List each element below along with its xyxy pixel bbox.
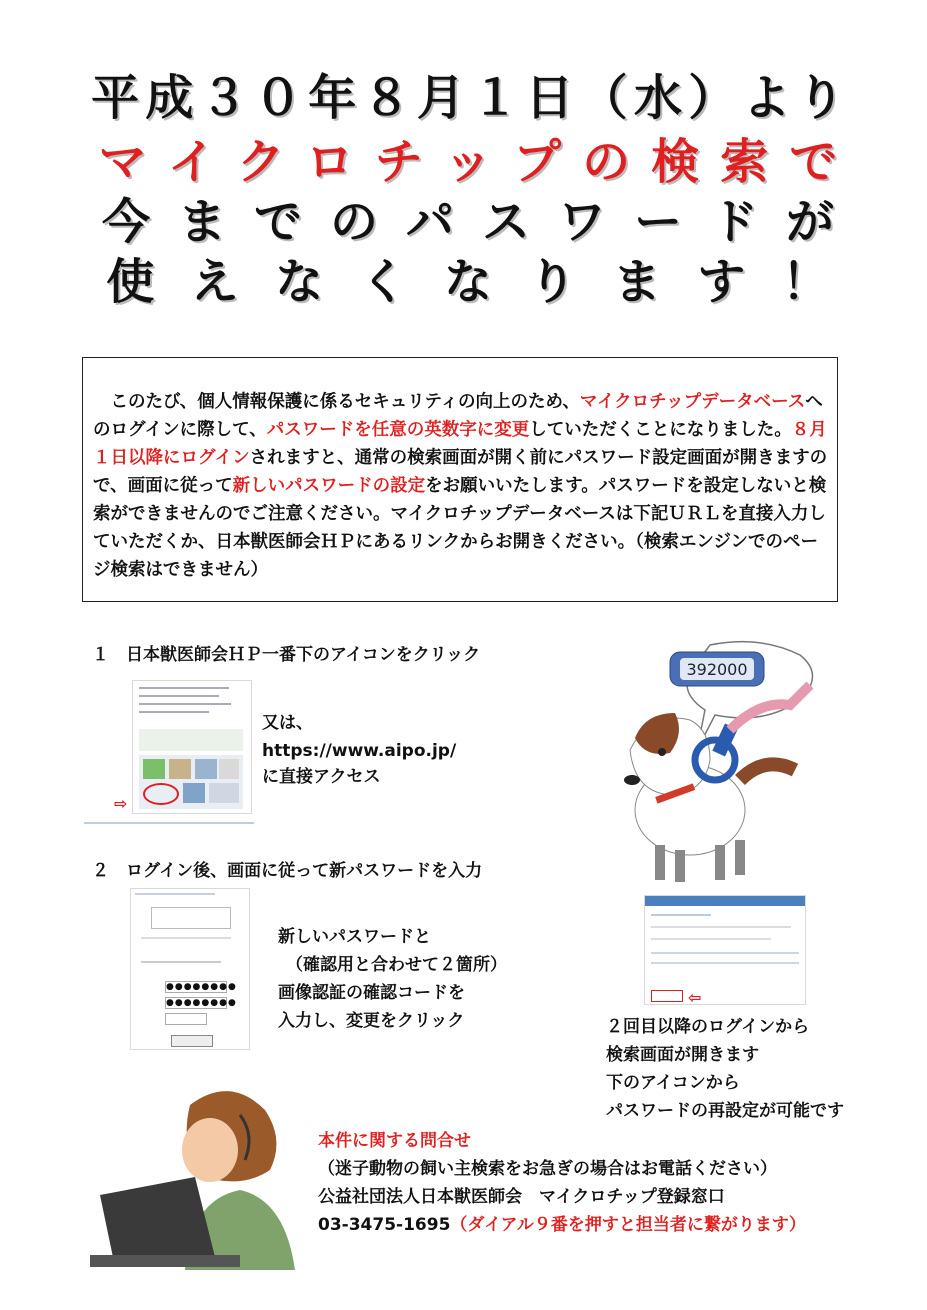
headline-line-4 bbox=[88, 254, 848, 310]
headline-line-2-char: ロ bbox=[305, 134, 354, 190]
step2-line-4: 入力し、変更をクリック bbox=[278, 1011, 465, 1031]
step2-line-3: 画像認証の確認コードを bbox=[278, 983, 465, 1003]
headline-line-4-char: り bbox=[528, 254, 577, 310]
headline-line-2-char: で bbox=[789, 134, 838, 190]
phone-operator-illustration bbox=[90, 1075, 305, 1270]
headline-line-3-char: の bbox=[329, 194, 378, 250]
step3-line-2: 検索画面が開きます bbox=[606, 1045, 759, 1065]
login-password-screenshot: ●●●●●●●● ●●●●●●●● bbox=[130, 888, 250, 1050]
headline-line-4-char: な bbox=[443, 254, 492, 310]
headline-line-1-char: （ bbox=[579, 70, 628, 126]
headline-line-3-char: パ bbox=[405, 194, 454, 250]
headline-line-4-char: す bbox=[697, 254, 746, 310]
contact-phone[interactable]: 03-3475-1695 bbox=[318, 1215, 451, 1235]
step3-line-1: ２回目以降のログインから bbox=[606, 1017, 810, 1037]
dog-microchip-scan-illustration bbox=[600, 630, 840, 890]
headline-line-1-char: ３ bbox=[199, 70, 248, 126]
headline-line-1-char: ） bbox=[688, 70, 737, 126]
contact-note: （迷子動物の飼い主検索をお急ぎの場合はお電話ください） bbox=[318, 1159, 777, 1179]
headline-line-1-char: 年 bbox=[308, 70, 357, 126]
headline-line-2-char: ク bbox=[236, 134, 285, 190]
headline-line-3-char: ー bbox=[633, 194, 682, 250]
jvma-homepage-screenshot bbox=[132, 680, 252, 814]
headline-line-2 bbox=[88, 134, 848, 190]
aipo-url-link[interactable]: https://www.aipo.jp/ bbox=[262, 741, 457, 761]
headline-line-4-char: 使 bbox=[106, 254, 155, 310]
headline-line-4-char: え bbox=[190, 254, 239, 310]
headline-line-2-char: 索 bbox=[720, 134, 769, 190]
headline-line-3-char: ワ bbox=[557, 194, 606, 250]
notice-highlight-database: マイクロチップデータベース bbox=[579, 392, 806, 412]
headline-line-3-char: が bbox=[785, 194, 834, 250]
notice-text-5: をお願いいたします。パスワードを設定しないと検索ができませんのでご注意ください。マイクロチップデータベースは下記ＵＲＬを直接入力していただくか、日本獣医師会ＨＰにあるリンクからお開きください。（検索エンジンでのページ検索はできません） bbox=[93, 476, 827, 580]
step3-line-3: 下のアイコンから bbox=[606, 1073, 740, 1093]
headline-line-1-char: 成 bbox=[145, 70, 194, 126]
contact-title: 本件に関する問合せ bbox=[318, 1131, 471, 1151]
headline-line-1-char: 水 bbox=[633, 70, 682, 126]
notice-text-4: されますと、通常の検索画面が開く前にパスワード設定画面が開きますので、画面に従って bbox=[93, 448, 828, 496]
step1-direct-access: に直接アクセス bbox=[262, 767, 381, 787]
headline-line-2-char: イ bbox=[167, 134, 216, 190]
headline-line-1-char: 平 bbox=[91, 70, 140, 126]
step2-line-1: 新しいパスワードと bbox=[278, 927, 431, 947]
notice-text-3: していただくことになりました。 bbox=[529, 420, 792, 440]
headline-line-1-char: 月 bbox=[416, 70, 465, 126]
notice-highlight-setting: 新しいパスワードの設定 bbox=[232, 476, 426, 496]
notice-text bbox=[93, 388, 829, 584]
arrow-right-icon: ⇨ bbox=[114, 794, 128, 813]
step3-line-4: パスワードの再設定が可能です bbox=[606, 1101, 844, 1121]
headline-line-1-char: ８ bbox=[362, 70, 411, 126]
headline-line-1-char: １ bbox=[471, 70, 520, 126]
notice-highlight-date: ８月１日以降にログイン bbox=[93, 420, 827, 468]
contact-organization: 公益社団法人日本獣医師会 マイクロチップ登録窓口 bbox=[318, 1187, 725, 1207]
headline-line-2-char: 検 bbox=[651, 134, 700, 190]
headline-line-1-char: 日 bbox=[525, 70, 574, 126]
step2-line-2: （確認用と合わせて２箇所） bbox=[286, 955, 507, 975]
notice-box bbox=[82, 357, 838, 602]
headline-line-3-char: 今 bbox=[101, 194, 150, 250]
headline-line-3-char: ド bbox=[709, 194, 758, 250]
step1-title: １ 日本獣医師会ＨＰ一番下のアイコンをクリック bbox=[92, 645, 481, 665]
notice-text-1: このたび、個人情報保護に係るセキュリティの向上のため、 bbox=[93, 392, 580, 412]
step1-or: 又は、 bbox=[262, 713, 313, 733]
headline-line-4-char: ！ bbox=[781, 254, 830, 310]
headline-line-1-char: よ bbox=[742, 70, 791, 126]
arrow-left-icon: ⇦ bbox=[688, 988, 702, 1007]
headline-line-1 bbox=[88, 70, 848, 126]
headline-line-2-char: マ bbox=[98, 134, 147, 190]
headline-line-2-char: の bbox=[582, 134, 631, 190]
headline-line-4-char: く bbox=[359, 254, 408, 310]
headline-line-3-char: ま bbox=[177, 194, 226, 250]
headline-line-3 bbox=[88, 194, 848, 250]
headline-line-1-char: ０ bbox=[253, 70, 302, 126]
notice-highlight-password: パスワードを任意の英数字に変更 bbox=[266, 420, 530, 440]
headline-line-3-char: ス bbox=[481, 194, 530, 250]
step2-title: ２ ログイン後、画面に従って新パスワードを入力 bbox=[92, 861, 483, 881]
search-screen-screenshot bbox=[644, 895, 806, 1005]
headline-line-4-char: な bbox=[275, 254, 324, 310]
contact-phone-note: （ダイアル９番を押すと担当者に繋がります） bbox=[450, 1215, 806, 1235]
scanner-display: 392000 bbox=[686, 660, 748, 679]
headline-line-2-char: プ bbox=[513, 134, 562, 190]
headline-line-4-char: ま bbox=[612, 254, 661, 310]
headline-line-1-char: り bbox=[796, 70, 845, 126]
headline-line-2-char: ッ bbox=[443, 134, 492, 190]
headline-line-2-char: チ bbox=[374, 134, 423, 190]
notice-text-2: へのログインに際して、 bbox=[93, 392, 823, 440]
headline-line-3-char: で bbox=[253, 194, 302, 250]
